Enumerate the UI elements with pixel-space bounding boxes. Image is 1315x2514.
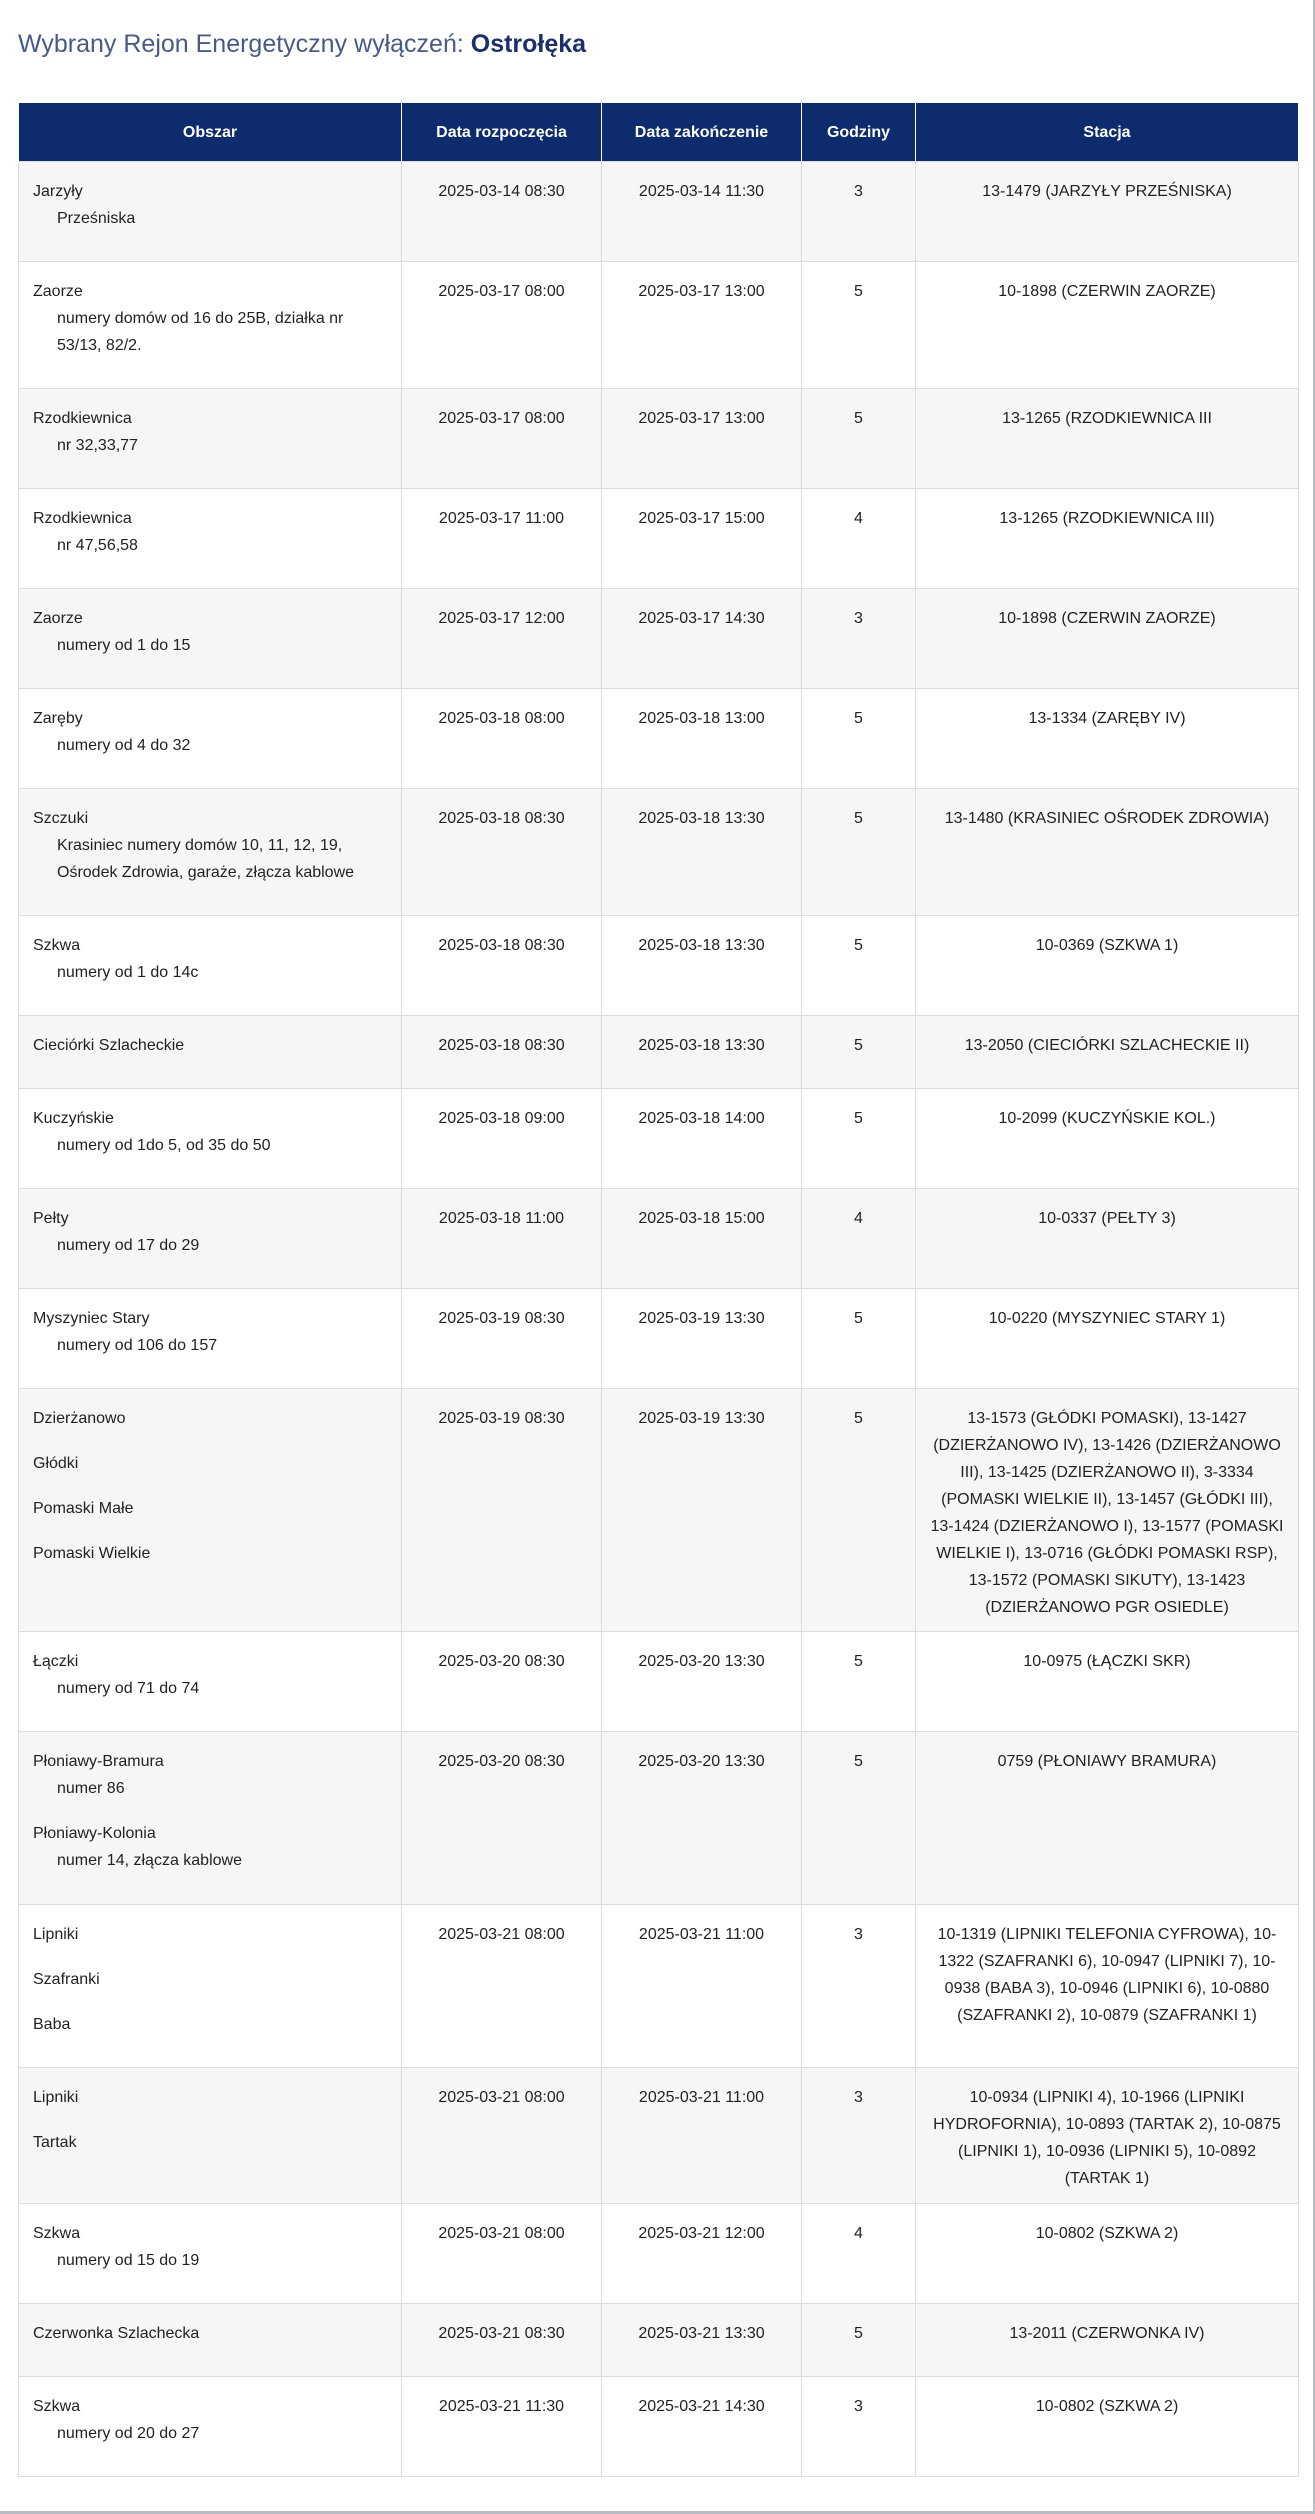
table-row xyxy=(19,389,1299,489)
cell-area xyxy=(19,916,402,1016)
table-row xyxy=(19,1016,1299,1089)
cell-start-date: 2025-03-18 09:00 xyxy=(402,1089,602,1189)
area-name: Głódki xyxy=(33,1455,79,1472)
area-name: Myszyniec Stary xyxy=(33,1310,150,1327)
cell-station: 10-1898 (CZERWIN ZAORZE) xyxy=(916,589,1299,689)
area-entry xyxy=(33,178,387,232)
cell-hours: 5 xyxy=(802,1289,916,1389)
table-row xyxy=(19,1089,1299,1189)
cell-end-date: 2025-03-21 14:30 xyxy=(602,2377,802,2477)
area-name: Lipniki xyxy=(33,1926,79,1943)
cell-station: 10-0802 (SZKWA 2) xyxy=(916,2204,1299,2304)
area-name: Rzodkiewnica xyxy=(33,510,132,527)
cell-end-date: 2025-03-19 13:30 xyxy=(602,1389,802,1632)
cell-station: 10-1898 (CZERWIN ZAORZE) xyxy=(916,262,1299,389)
area-entry xyxy=(33,278,387,359)
area-entry xyxy=(33,1205,387,1259)
selected-region: Ostrołęka xyxy=(470,29,587,58)
cell-station: 13-2011 (CZERWONKA IV) xyxy=(916,2304,1299,2377)
area-detail: numery od 71 do 74 xyxy=(57,1680,200,1697)
cell-hours: 3 xyxy=(802,2068,916,2204)
cell-end-date: 2025-03-18 13:30 xyxy=(602,916,802,1016)
column-header-station: Stacja xyxy=(916,104,1299,162)
cell-start-date: 2025-03-18 08:00 xyxy=(402,689,602,789)
area-name: Pomaski Wielkie xyxy=(33,1545,151,1562)
area-name: Szafranki xyxy=(33,1971,100,1988)
area-entry xyxy=(33,1648,387,1702)
cell-hours: 5 xyxy=(802,389,916,489)
cell-hours: 4 xyxy=(802,489,916,589)
cell-end-date: 2025-03-18 13:30 xyxy=(602,1016,802,1089)
cell-end-date: 2025-03-17 13:00 xyxy=(602,262,802,389)
cell-start-date: 2025-03-18 11:00 xyxy=(402,1189,602,1289)
cell-station: 10-0934 (LIPNIKI 4), 10-1966 (LIPNIKI HYDROFORNIA), 10-0893 (TARTAK 2), 10-0875 (LIPNIKI 1), 10-0936 (LIPNIKI 5), 10-0892 (TARTAK 1) xyxy=(916,2068,1299,2204)
area-entry xyxy=(33,705,387,759)
area-detail: numer 86 xyxy=(57,1780,125,1797)
cell-start-date: 2025-03-21 08:00 xyxy=(402,2204,602,2304)
cell-hours: 5 xyxy=(802,1732,916,1905)
cell-station: 10-0802 (SZKWA 2) xyxy=(916,2377,1299,2477)
area-name: Łączki xyxy=(33,1653,79,1670)
cell-hours: 5 xyxy=(802,1089,916,1189)
area-detail: numery od 106 do 157 xyxy=(57,1337,218,1354)
area-name: Szkwa xyxy=(33,937,81,954)
area-entry xyxy=(33,1820,387,1874)
table-row xyxy=(19,1289,1299,1389)
cell-area xyxy=(19,1732,402,1905)
table-row xyxy=(19,689,1299,789)
cell-start-date: 2025-03-17 12:00 xyxy=(402,589,602,689)
area-name: Szkwa xyxy=(33,2225,81,2242)
area-name: Jarzyły xyxy=(33,183,83,200)
cell-end-date: 2025-03-18 13:30 xyxy=(602,789,802,916)
area-detail: numery od 1do 5, od 35 do 50 xyxy=(57,1137,271,1154)
cell-end-date: 2025-03-17 13:00 xyxy=(602,389,802,489)
area-name: Pełty xyxy=(33,1210,69,1227)
cell-start-date: 2025-03-20 08:30 xyxy=(402,1732,602,1905)
table-row xyxy=(19,1632,1299,1732)
page-title xyxy=(18,27,586,61)
column-header-hours: Godziny xyxy=(802,104,916,162)
area-entry xyxy=(33,1450,387,1477)
cell-area xyxy=(19,389,402,489)
cell-area xyxy=(19,1632,402,1732)
area-entry xyxy=(33,1748,387,1802)
table-row xyxy=(19,2377,1299,2477)
area-entry xyxy=(33,1540,387,1567)
column-header-area: Obszar xyxy=(19,104,402,162)
cell-area xyxy=(19,1189,402,1289)
cell-area xyxy=(19,789,402,916)
cell-start-date: 2025-03-17 08:00 xyxy=(402,389,602,489)
cell-start-date: 2025-03-19 08:30 xyxy=(402,1389,602,1632)
cell-start-date: 2025-03-18 08:30 xyxy=(402,916,602,1016)
cell-area xyxy=(19,162,402,262)
area-entry xyxy=(33,1921,387,1948)
cell-area xyxy=(19,1289,402,1389)
cell-end-date: 2025-03-17 15:00 xyxy=(602,489,802,589)
area-entry xyxy=(33,605,387,659)
cell-station: 13-1265 (RZODKIEWNICA III) xyxy=(916,489,1299,589)
cell-hours: 3 xyxy=(802,1905,916,2068)
table-row xyxy=(19,2204,1299,2304)
table-row xyxy=(19,262,1299,389)
area-name: Zaręby xyxy=(33,710,83,727)
cell-start-date: 2025-03-17 11:00 xyxy=(402,489,602,589)
cell-area xyxy=(19,589,402,689)
cell-area xyxy=(19,689,402,789)
area-detail: numery od 4 do 32 xyxy=(57,737,191,754)
table-row xyxy=(19,2304,1299,2377)
cell-hours: 3 xyxy=(802,2377,916,2477)
area-name: Szkwa xyxy=(33,2398,81,2415)
cell-area xyxy=(19,2068,402,2204)
cell-end-date: 2025-03-18 14:00 xyxy=(602,1089,802,1189)
area-detail: Krasiniec numery domów 10, 11, 12, 19, Ośrodek Zdrowia, garaże, złącza kablowe xyxy=(57,837,355,881)
column-header-start-date: Data rozpoczęcia xyxy=(402,104,602,162)
cell-end-date: 2025-03-18 15:00 xyxy=(602,1189,802,1289)
cell-area xyxy=(19,1905,402,2068)
cell-start-date: 2025-03-18 08:30 xyxy=(402,789,602,916)
cell-hours: 4 xyxy=(802,1189,916,1289)
area-entry xyxy=(33,405,387,459)
cell-start-date: 2025-03-21 08:00 xyxy=(402,1905,602,2068)
cell-area xyxy=(19,2304,402,2377)
area-entry xyxy=(33,2084,387,2111)
area-name: Baba xyxy=(33,2016,71,2033)
area-entry xyxy=(33,1305,387,1359)
cell-station: 10-2099 (KUCZYŃSKIE KOL.) xyxy=(916,1089,1299,1189)
area-name: Zaorze xyxy=(33,610,83,627)
area-detail: numery od 17 do 29 xyxy=(57,1237,200,1254)
area-entry xyxy=(33,1405,387,1432)
cell-end-date: 2025-03-18 13:00 xyxy=(602,689,802,789)
cell-station: 10-0369 (SZKWA 1) xyxy=(916,916,1299,1016)
cell-hours: 5 xyxy=(802,789,916,916)
cell-hours: 5 xyxy=(802,262,916,389)
cell-area xyxy=(19,1016,402,1089)
table-row xyxy=(19,789,1299,916)
page-title-prefix: Wybrany Rejon Energetyczny wyłączeń: xyxy=(18,29,471,58)
cell-hours: 4 xyxy=(802,2204,916,2304)
area-name: Lipniki xyxy=(33,2089,79,2106)
area-detail: numer 14, złącza kablowe xyxy=(57,1852,242,1869)
area-detail: numery od 20 do 27 xyxy=(57,2425,200,2442)
cell-hours: 3 xyxy=(802,162,916,262)
area-entry xyxy=(33,805,387,886)
cell-area xyxy=(19,2204,402,2304)
cell-hours: 5 xyxy=(802,916,916,1016)
cell-station: 10-1319 (LIPNIKI TELEFONIA CYFROWA), 10-1322 (SZAFRANKI 6), 10-0947 (LIPNIKI 7), 10-0938 (BABA 3), 10-0946 (LIPNIKI 6), 10-0880 (SZAFRANKI 2), 10-0879 (SZAFRANKI 1) xyxy=(916,1905,1299,2068)
table-row xyxy=(19,1189,1299,1289)
cell-hours: 5 xyxy=(802,2304,916,2377)
cell-start-date: 2025-03-19 08:30 xyxy=(402,1289,602,1389)
area-detail: numery od 15 do 19 xyxy=(57,2252,200,2269)
area-name: Płoniawy-Bramura xyxy=(33,1753,164,1770)
area-name: Czerwonka Szlachecka xyxy=(33,2325,200,2342)
area-name: Dzierżanowo xyxy=(33,1410,126,1427)
cell-station: 13-1480 (KRASINIEC OŚRODEK ZDROWIA) xyxy=(916,789,1299,916)
area-entry xyxy=(33,2129,387,2156)
cell-end-date: 2025-03-17 14:30 xyxy=(602,589,802,689)
cell-station: 10-0975 (ŁĄCZKI SKR) xyxy=(916,1632,1299,1732)
cell-end-date: 2025-03-21 12:00 xyxy=(602,2204,802,2304)
area-name: Cieciórki Szlacheckie xyxy=(33,1037,185,1054)
cell-end-date: 2025-03-14 11:30 xyxy=(602,162,802,262)
cell-end-date: 2025-03-21 11:00 xyxy=(602,1905,802,2068)
table-row xyxy=(19,1905,1299,2068)
area-entry xyxy=(33,2220,387,2274)
outage-table xyxy=(18,103,1299,2477)
cell-station: 10-0220 (MYSZYNIEC STARY 1) xyxy=(916,1289,1299,1389)
cell-hours: 3 xyxy=(802,589,916,689)
cell-end-date: 2025-03-21 11:00 xyxy=(602,2068,802,2204)
cell-station: 10-0337 (PEŁTY 3) xyxy=(916,1189,1299,1289)
area-entry xyxy=(33,1966,387,1993)
header-row xyxy=(19,104,1299,162)
cell-start-date: 2025-03-21 08:00 xyxy=(402,2068,602,2204)
cell-area xyxy=(19,1089,402,1189)
area-name: Szczuki xyxy=(33,810,89,827)
table-row xyxy=(19,162,1299,262)
table-header xyxy=(19,104,1299,162)
area-detail: numery od 1 do 15 xyxy=(57,637,191,654)
cell-station: 13-1334 (ZARĘBY IV) xyxy=(916,689,1299,789)
area-name: Tartak xyxy=(33,2134,77,2151)
cell-station: 13-1265 (RZODKIEWNICA III xyxy=(916,389,1299,489)
area-entry xyxy=(33,2320,387,2347)
cell-start-date: 2025-03-20 08:30 xyxy=(402,1632,602,1732)
cell-station: 13-1573 (GŁÓDKI POMASKI), 13-1427 (DZIERŻANOWO IV), 13-1426 (DZIERŻANOWO III), 13-1425 (DZIERŻANOWO II), 3-3334 (POMASKI WIELKIE II), 13-1457 (GŁÓDKI III), 13-1424 (DZIERŻANOWO I), 13-1577 (POMASKI WIELKIE I), 13-0716 (GŁÓDKI POMASKI RSP), 13-1572 (POMASKI SIKUTY), 13-1423 (DZIERŻANOWO PGR OSIEDLE) xyxy=(916,1389,1299,1632)
area-name: Rzodkiewnica xyxy=(33,410,132,427)
area-detail: Prześniska xyxy=(57,210,136,227)
area-entry xyxy=(33,2393,387,2447)
area-entry xyxy=(33,505,387,559)
cell-start-date: 2025-03-21 08:30 xyxy=(402,2304,602,2377)
area-entry xyxy=(33,1105,387,1159)
area-detail: numery od 1 do 14c xyxy=(57,964,199,981)
cell-start-date: 2025-03-21 11:30 xyxy=(402,2377,602,2477)
cell-hours: 5 xyxy=(802,689,916,789)
table-row xyxy=(19,1732,1299,1905)
area-detail: nr 47,56,58 xyxy=(57,537,138,554)
cell-end-date: 2025-03-19 13:30 xyxy=(602,1289,802,1389)
cell-station: 13-1479 (JARZYŁY PRZEŚNISKA) xyxy=(916,162,1299,262)
cell-start-date: 2025-03-14 08:30 xyxy=(402,162,602,262)
area-detail: numery domów od 16 do 25B, działka nr 53/13, 82/2. xyxy=(57,310,344,354)
cell-hours: 5 xyxy=(802,1016,916,1089)
cell-station: 0759 (PŁONIAWY BRAMURA) xyxy=(916,1732,1299,1905)
cell-end-date: 2025-03-20 13:30 xyxy=(602,1732,802,1905)
area-entry xyxy=(33,1495,387,1522)
cell-station: 13-2050 (CIECIÓRKI SZLACHECKIE II) xyxy=(916,1016,1299,1089)
cell-area xyxy=(19,1389,402,1632)
column-header-end-date: Data zakończenie xyxy=(602,104,802,162)
cell-end-date: 2025-03-20 13:30 xyxy=(602,1632,802,1732)
cell-hours: 5 xyxy=(802,1389,916,1632)
table-body xyxy=(19,162,1299,2477)
cell-area xyxy=(19,262,402,389)
area-entry xyxy=(33,2011,387,2038)
area-entry xyxy=(33,1032,387,1059)
cell-end-date: 2025-03-21 13:30 xyxy=(602,2304,802,2377)
area-name: Płoniawy-Kolonia xyxy=(33,1825,156,1842)
table-row xyxy=(19,916,1299,1016)
table-row xyxy=(19,2068,1299,2204)
area-name: Pomaski Małe xyxy=(33,1500,134,1517)
area-name: Kuczyńskie xyxy=(33,1110,114,1127)
area-detail: nr 32,33,77 xyxy=(57,437,138,454)
table-row xyxy=(19,489,1299,589)
cell-hours: 5 xyxy=(802,1632,916,1732)
cell-area xyxy=(19,489,402,589)
cell-start-date: 2025-03-18 08:30 xyxy=(402,1016,602,1089)
table-row xyxy=(19,1389,1299,1632)
cell-area xyxy=(19,2377,402,2477)
area-name: Zaorze xyxy=(33,283,83,300)
cell-start-date: 2025-03-17 08:00 xyxy=(402,262,602,389)
table-row xyxy=(19,589,1299,689)
area-entry xyxy=(33,932,387,986)
